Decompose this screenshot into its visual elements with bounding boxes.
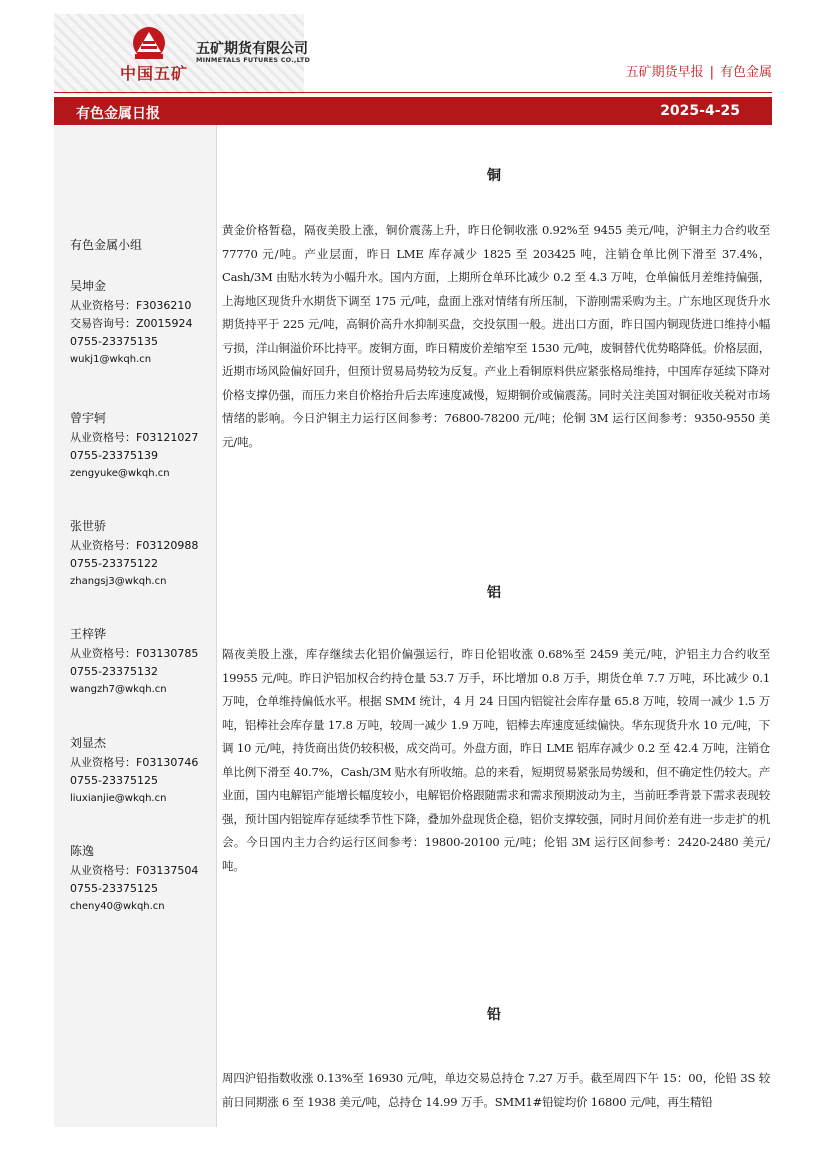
analyst-consult-license: 交易咨询号：Z0015924 (70, 317, 193, 330)
analyst-card (70, 275, 193, 369)
analyst-phone: 0755-23375125 (70, 774, 158, 787)
analyst-name: 王梓铧 (70, 627, 107, 641)
report-title: 有色金属日报 (76, 106, 160, 122)
analyst-phone: 0755-23375125 (70, 882, 158, 895)
company-name-en: MINMETALS FUTURES CO.,LTD (196, 56, 311, 64)
analyst-name: 曾宇轲 (70, 411, 107, 425)
company-name-cn: 五矿期货有限公司 (196, 41, 308, 57)
analyst-card (70, 515, 198, 591)
analyst-phone: 0755-23375135 (70, 335, 158, 348)
team-name: 有色金属小组 (70, 238, 143, 252)
report-header (54, 14, 774, 94)
analyst-email: cheny40@wkqh.cn (70, 901, 165, 912)
analyst-license: 从业资格号：F03121027 (70, 431, 199, 444)
analyst-card (70, 732, 198, 808)
section-title-lead: 铅 (487, 1007, 501, 1023)
analyst-phone: 0755-23375132 (70, 665, 158, 678)
analyst-license: 从业资格号：F3036210 (70, 299, 192, 312)
section-title-aluminum: 铝 (487, 585, 501, 601)
tag-separator: | (709, 65, 714, 80)
logo-text: 中国五矿 (120, 64, 189, 83)
analyst-phone: 0755-23375139 (70, 449, 158, 462)
analyst-card (70, 623, 198, 699)
section-body-lead: 周四沪铅指数收涨 0.13%至 16930 元/吨，单边交易总持仓 7.27 万手。截至周四下午 15：00，伦铅 3S 较前日同期涨 6 至 1938 美元/吨，总持仓 14.99 万手。SMM1#铅锭均价 16800 元/吨，再生精铅 (222, 1071, 770, 1109)
analyst-phone: 0755-23375122 (70, 557, 158, 570)
analyst-name: 张世骄 (70, 519, 107, 533)
analyst-card (70, 407, 198, 483)
minmetals-logo-icon (132, 26, 166, 62)
analyst-card (70, 840, 198, 916)
header-divider (54, 92, 772, 93)
report-category: 有色金属 (719, 65, 772, 80)
analyst-email: zengyuke@wkqh.cn (70, 468, 170, 479)
analyst-name: 刘显杰 (70, 736, 107, 750)
report-tag (626, 61, 772, 80)
analyst-email: zhangsj3@wkqh.cn (70, 576, 167, 587)
section-body-copper: 黄金价格暂稳，隔夜美股上涨，铜价震荡上升，昨日伦铜收涨 0.92%至 9455 美元/吨，沪铜主力合约收至 77770 元/吨。产业层面，昨日 LME 库存减少 1825 至 203425 吨，注销仓单比例下滑至 37.4%，Cash/3M 由贴水转为小幅升水。国内方面，上期所仓单环比减少 0.2 至 4.3 万吨，仓单偏低月差维持偏强，上海地区现货升水期货下调至 175 元/吨，盘面上涨对情绪有所压制，下游刚需采购为主。广东地区现货升水期货持平于 225 元/吨，高铜价高升水抑制买盘，交投氛围一般。进出口方面，昨日国内铜现货进口维持小幅亏损，洋山铜溢价环比持平。废铜方面，昨日精废价差缩窄至 1530 元/吨，废铜替代优势略降低。价格层面，近期市场风险偏好回升，但预计贸易局势较为反复。产业上看铜原料供应紧张格局维持，中国库存延续下降对价格支撑仍强，而压力来自价格抬升后去库速度减慢，短期铜价或偏震荡。同时关注美国对铜征收关税对市场情绪的影响。今日沪铜主力运行区间参考：76800-78200 元/吨；伦铜 3M 运行区间参考：9350-9550 美元/吨。 (222, 223, 770, 449)
analyst-email: wukj1@wkqh.cn (70, 354, 152, 365)
analyst-name: 吴坤金 (70, 279, 107, 293)
section-title-copper: 铜 (487, 168, 501, 184)
analyst-license: 从业资格号：F03137504 (70, 864, 199, 877)
analyst-license: 从业资格号：F03120988 (70, 539, 199, 552)
analyst-name: 陈逸 (70, 844, 95, 858)
report-date: 2025-4-25 (660, 103, 740, 119)
analyst-email: liuxianjie@wkqh.cn (70, 793, 167, 804)
analyst-email: wangzh7@wkqh.cn (70, 684, 167, 695)
analyst-license: 从业资格号：F03130785 (70, 647, 199, 660)
analyst-sidebar (54, 125, 217, 1127)
analyst-license: 从业资格号：F03130746 (70, 756, 199, 769)
section-body-aluminum: 隔夜美股上涨，库存继续去化铝价偏强运行，昨日伦铝收涨 0.68%至 2459 美元/吨，沪铝主力合约收至 19955 元/吨。昨日沪铝加权合约持仓量 53.7 万手，环比增加 0.8 万手，期货仓单 7.7 万吨，环比减少 0.1 万吨，仓单维持偏低水平。根据 SMM 统计，4 月 24 日国内铝锭社会库存量 65.8 万吨，较周一减少 1.5 万吨，铝棒社会库存量 17.8 万吨，较周一减少 1.9 万吨，铝棒去库速度延续偏快。华东现货升水 10 元/吨，下调 10 元/吨，持货商出货仍较积极，成交尚可。外盘方面，昨日 LME 铝库存减少 0.2 至 42.4 万吨，注销仓单比例下滑至 40.7%，Cash/3M 贴水有所收缩。总的来看，短期贸易紧张局势缓和，但不确定性仍较大。产业面，国内电解铝产能增长幅度较小，电解铝价格跟随需求和需求预期波动为主，当前旺季背景下需求表现较强，预计国内铝锭库存延续季节性下降，叠加外盘现货企稳，铝价支撑较强，同时月间价差有进一步走扩的机会。今日国内主力合约运行区间参考：19800-20100 元/吨；伦铝 3M 运行区间参考：2420-2480 美元/吨。 (222, 647, 770, 873)
report-series: 五矿期货早报 (625, 65, 704, 80)
title-bar (54, 97, 772, 125)
